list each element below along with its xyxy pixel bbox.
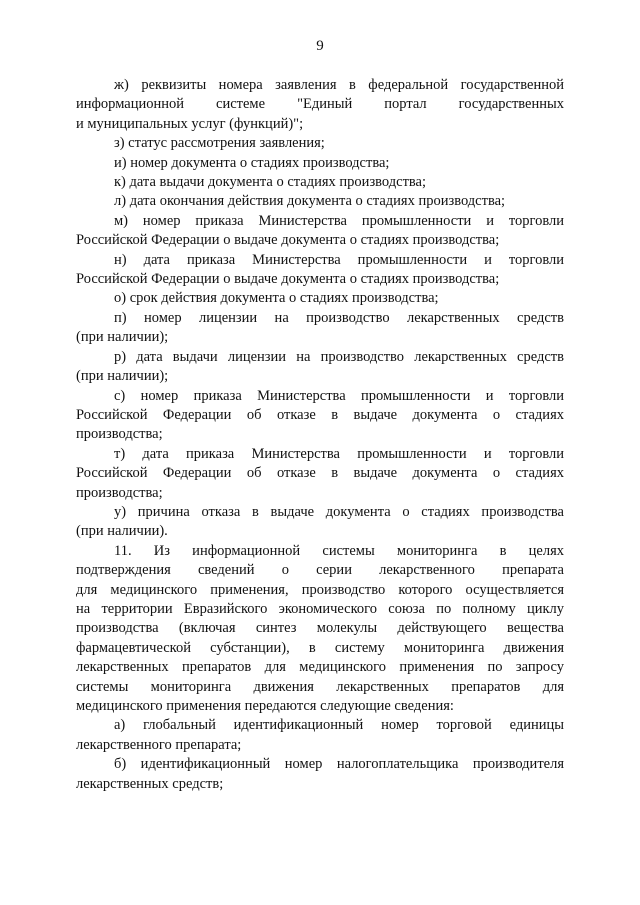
text-line: у) причина отказа в выдаче документа о стадиях производства xyxy=(114,503,564,520)
text-line: Российской Федерации о выдаче документа о стадиях производства; xyxy=(76,232,500,249)
text-line: лекарственных средств; xyxy=(76,775,224,792)
text-line: (при наличии); xyxy=(76,368,169,385)
text-line: производства (включая синтез молекулы действующего вещества xyxy=(76,620,564,637)
text-line: м) номер приказа Министерства промышленности и торговли xyxy=(114,212,564,229)
page-number: 9 xyxy=(316,38,324,54)
text-line: б) идентификационный номер налогоплательщика производителя xyxy=(114,756,564,773)
text-line: Российской Федерации о выдаче документа о стадиях производства; xyxy=(76,271,500,288)
text-line: л) дата окончания действия документа о стадиях производства; xyxy=(114,193,506,210)
text-line: лекарственного препарата; xyxy=(76,736,242,753)
text-line: производства; xyxy=(76,426,163,443)
text-line: лекарственных препаратов для медицинского применения по запросу xyxy=(76,659,564,676)
text-line: подтверждения сведений о серии лекарственного препарата xyxy=(76,562,564,579)
document-body xyxy=(76,76,564,794)
text-line: для медицинского применения, производство которого осуществляется xyxy=(76,581,564,598)
text-line: к) дата выдачи документа о стадиях производства; xyxy=(114,174,427,191)
text-line: медицинского применения передаются следующие сведения: xyxy=(76,698,454,714)
text-line: Российской Федерации об отказе в выдаче документа о стадиях xyxy=(76,465,564,482)
text-line: о) срок действия документа о стадиях производства; xyxy=(114,290,439,307)
text-line: информационной системе "Единый портал государственных xyxy=(76,96,564,113)
text-line: и) номер документа о стадиях производства; xyxy=(114,154,390,171)
text-line: и муниципальных услуг (функций)"; xyxy=(76,115,304,132)
text-line: фармацевтической субстанции), в систему мониторинга движения xyxy=(76,639,564,656)
text-line: а) глобальный идентификационный номер торговой единицы xyxy=(114,717,564,734)
text-line: с) номер приказа Министерства промышленности и торговли xyxy=(114,387,564,404)
text-line: (при наличии); xyxy=(76,329,169,346)
text-line: р) дата выдачи лицензии на производство лекарственных средств xyxy=(114,348,564,365)
text-line: (при наличии). xyxy=(76,523,168,540)
text-line: системы мониторинга движения лекарственных препаратов для xyxy=(76,678,564,695)
text-line: н) дата приказа Министерства промышленности и торговли xyxy=(114,251,564,268)
text-line: т) дата приказа Министерства промышленности и торговли xyxy=(114,445,564,462)
text-line: 11. Из информационной системы мониторинга в целях xyxy=(114,542,564,559)
text-line: ж) реквизиты номера заявления в федеральной государственной xyxy=(114,77,564,93)
text-line: на территории Евразийского экономического союза по полному циклу xyxy=(76,600,564,617)
text-line: п) номер лицензии на производство лекарственных средств xyxy=(114,309,564,326)
text-line: производства; xyxy=(76,484,163,501)
text-line: Российской Федерации об отказе в выдаче документа о стадиях xyxy=(76,406,564,423)
text-line: з) статус рассмотрения заявления; xyxy=(114,135,325,152)
